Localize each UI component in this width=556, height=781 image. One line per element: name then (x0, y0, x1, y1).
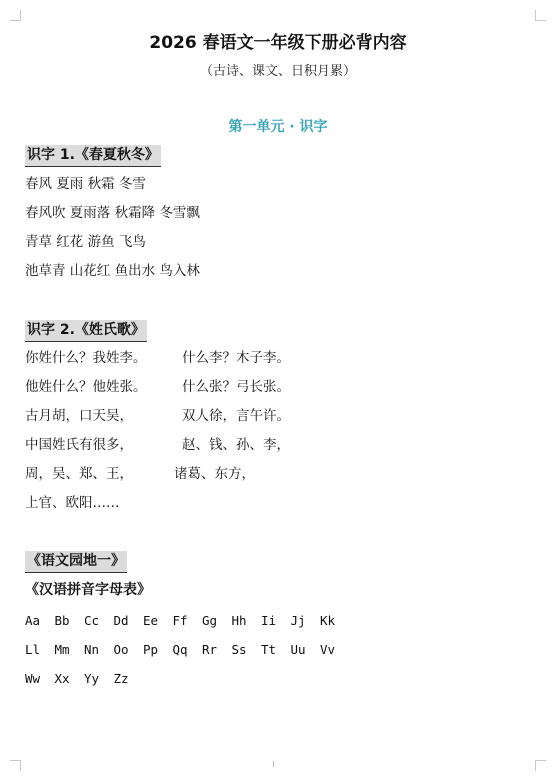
alphabet-letter: Rr (202, 642, 218, 657)
page-corner-bottom-right (535, 760, 546, 771)
lesson2-line-right: 诸葛、东方， (174, 466, 255, 482)
alphabet-letter: Ii (261, 613, 277, 628)
alphabet-letter: Uu (290, 642, 306, 657)
alphabet-letter: Vv (320, 642, 336, 657)
lesson1-line: 春风 夏雨 秋霜 冬雪 (25, 176, 146, 192)
unit-title: 第一单元 · 识字 (228, 119, 328, 135)
lesson1-line: 青草 红花 游鱼 飞鸟 (25, 234, 146, 250)
lesson2-line-right: 双人徐，言午许。 (182, 408, 290, 424)
lesson2-line-right: 什么张？弓长张。 (182, 379, 290, 395)
alphabet-letter: Zz (113, 671, 129, 686)
alphabet-letter: Yy (84, 671, 100, 686)
lesson2-line-left: 你姓什么？我姓李。 (25, 350, 147, 366)
lesson2-line-right: 什么李？木子李。 (182, 350, 290, 366)
lesson2-line-left: 古月胡，口天吴， (25, 408, 133, 424)
alphabet-letter: Mm (54, 642, 70, 657)
page-corner-top-right (535, 10, 546, 21)
alphabet-letter: Ss (231, 642, 247, 657)
alphabet-letter: Bb (54, 613, 70, 628)
alphabet-letter: Oo (113, 642, 129, 657)
alphabet-letter: Aa (25, 613, 41, 628)
alphabet-subheading: 《汉语拼音字母表》 (25, 582, 151, 598)
alphabet-letter: Ww (25, 671, 41, 686)
garden-heading: 《语文园地一》 (25, 551, 127, 573)
lesson2-line-right: 赵、钱、孙、李， (182, 437, 290, 453)
alphabet-letter: Ll (25, 642, 41, 657)
lesson2-heading: 识字 2.《姓氏歌》 (25, 320, 147, 342)
lesson2-line-left: 周，吴、郑、王， (25, 466, 133, 482)
lesson2-line-left: 他姓什么？他姓张。 (25, 379, 147, 395)
alphabet-letter: Qq (172, 642, 188, 657)
alphabet-letter: Pp (143, 642, 159, 657)
lesson2-line-left: 上官、欧阳…… (25, 495, 120, 511)
alphabet-letter: Dd (113, 613, 129, 628)
alphabet-letter: Cc (84, 613, 100, 628)
page-marker (273, 761, 274, 767)
lesson1-heading: 识字 1.《春夏秋冬》 (25, 145, 161, 167)
lesson2-line-left: 中国姓氏有很多， (25, 437, 133, 453)
lesson1-line: 池草青 山花红 鱼出水 鸟入林 (25, 263, 200, 279)
alphabet-letter: Tt (261, 642, 277, 657)
alphabet-letter: Jj (290, 613, 306, 628)
alphabet-letter: Xx (54, 671, 70, 686)
document-title: 2026 春语文一年级下册必背内容 (149, 33, 407, 53)
page-corner-bottom-left (10, 760, 21, 771)
lesson1-line: 春风吹 夏雨落 秋霜降 冬雪飘 (25, 205, 200, 221)
alphabet-letter: Gg (202, 613, 218, 628)
alphabet-letter: Nn (84, 642, 100, 657)
alphabet-letter: Hh (231, 613, 247, 628)
alphabet-letter: Ee (143, 613, 159, 628)
document-subtitle: （古诗、课文、日积月累） (199, 64, 356, 79)
alphabet-letter: Kk (320, 613, 336, 628)
alphabet-letter: Ff (172, 613, 188, 628)
page-corner-top-left (10, 10, 21, 21)
